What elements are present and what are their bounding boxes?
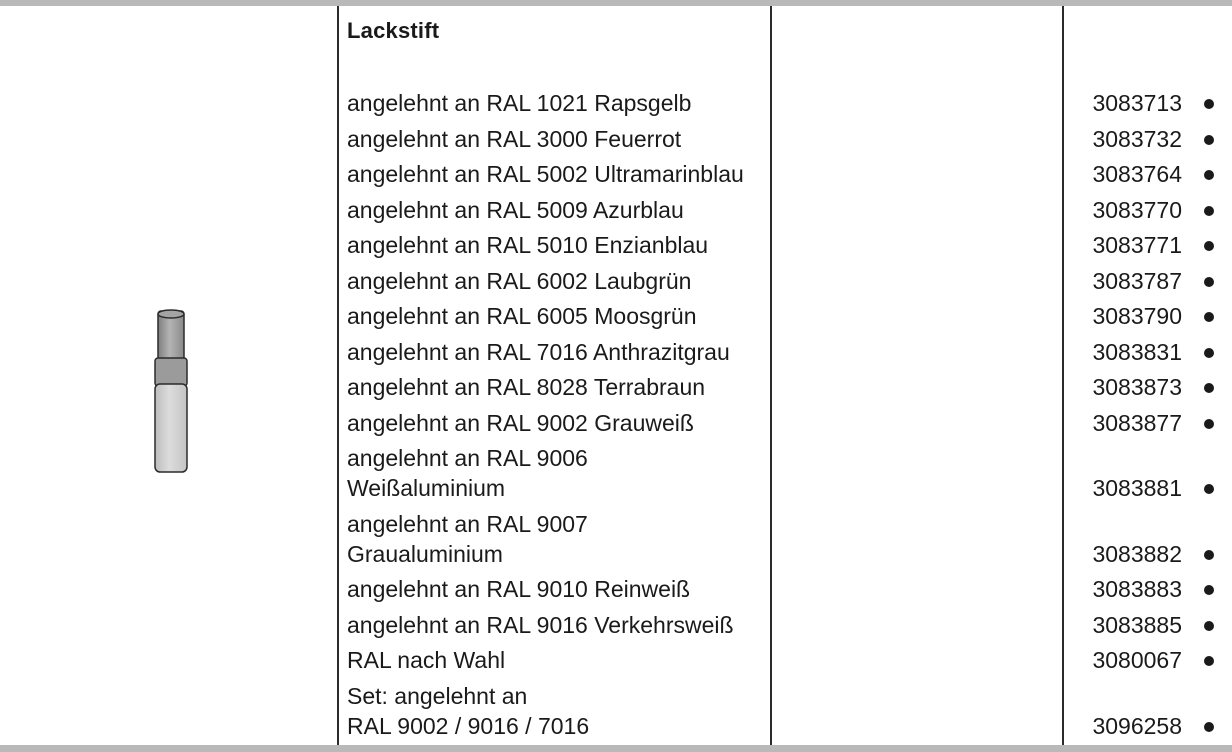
color-description	[347, 124, 769, 154]
table-row	[0, 159, 1232, 189]
table-row	[0, 408, 1232, 438]
description-line: angelehnt an RAL 9007	[347, 510, 588, 537]
article-number: 3083882	[1092, 540, 1182, 567]
description-line: Weißaluminium	[347, 475, 506, 501]
section-title: Lackstift	[347, 18, 440, 43]
article-number: 3096258	[1092, 712, 1182, 739]
table-row	[0, 574, 1232, 604]
description-line: Graualuminium	[347, 540, 503, 567]
article-number: 3083831	[1092, 338, 1182, 365]
availability-dot	[1204, 99, 1214, 109]
availability-dot	[1204, 312, 1214, 322]
description-line: angelehnt an RAL 5002 Ultramarinblau	[347, 161, 744, 187]
availability-dot	[1204, 241, 1214, 251]
availability-dot	[1204, 348, 1214, 358]
description-line: angelehnt an RAL 8028 Terrabraun	[347, 374, 706, 400]
color-description	[347, 88, 769, 118]
description-line: angelehnt an RAL 6002 Laubgrün	[347, 267, 692, 294]
availability-dot	[1204, 135, 1214, 145]
color-description	[347, 230, 769, 260]
description-line: angelehnt an RAL 3000 Feuerrot	[347, 125, 682, 152]
description-line: angelehnt an RAL 1021 Rapsgelb	[347, 90, 692, 116]
availability-dot	[1204, 170, 1214, 180]
description-line: angelehnt an RAL 9002 Grauweiß	[347, 409, 694, 436]
availability-dot	[1204, 621, 1214, 631]
description-line: angelehnt an RAL 6005 Moosgrün	[347, 303, 697, 329]
table-row	[0, 610, 1232, 640]
table-row	[0, 301, 1232, 331]
article-number: 3083881	[1092, 475, 1182, 501]
availability-dot	[1204, 656, 1214, 666]
color-description	[347, 645, 769, 675]
article-number: 3083885	[1092, 611, 1182, 638]
article-number: 3083771	[1092, 232, 1182, 258]
availability-dot	[1204, 722, 1214, 732]
table-row	[0, 230, 1232, 260]
color-description	[347, 372, 769, 402]
availability-dot	[1204, 550, 1214, 560]
article-number: 3083764	[1092, 161, 1182, 187]
article-number: 3083713	[1092, 90, 1182, 116]
table-row	[0, 443, 1232, 503]
table-row	[0, 509, 1232, 569]
table-row	[0, 266, 1232, 296]
description-line: Set: angelehnt an	[347, 682, 528, 709]
table-row	[0, 124, 1232, 154]
color-description	[347, 159, 769, 189]
description-line: angelehnt an RAL 5009 Azurblau	[347, 196, 684, 223]
table-row	[0, 195, 1232, 225]
description-line: angelehnt an RAL 9016 Verkehrsweiß	[347, 611, 734, 638]
availability-dot	[1204, 206, 1214, 216]
color-description	[347, 681, 769, 741]
table-row	[0, 337, 1232, 367]
bottom-rule	[0, 745, 1232, 752]
description-line: RAL 9002 / 9016 / 7016	[347, 712, 590, 739]
color-description	[347, 266, 769, 296]
description-line: angelehnt an RAL 9010 Reinweiß	[347, 576, 691, 602]
color-description	[347, 509, 769, 569]
availability-dot	[1204, 484, 1214, 494]
table-row	[0, 681, 1232, 741]
article-number: 3083732	[1092, 125, 1182, 152]
table-row	[0, 88, 1232, 118]
article-number: 3083877	[1092, 409, 1182, 436]
color-description	[347, 574, 769, 604]
article-number: 3083790	[1092, 303, 1182, 329]
color-description	[347, 610, 769, 640]
color-description	[347, 195, 769, 225]
description-line: angelehnt an RAL 9006	[347, 445, 588, 471]
article-number: 3083787	[1092, 267, 1182, 294]
color-description	[347, 337, 769, 367]
availability-dot	[1204, 383, 1214, 393]
article-number: 3083873	[1092, 374, 1182, 400]
color-description	[347, 301, 769, 331]
article-number: 3080067	[1092, 647, 1182, 673]
article-number: 3083883	[1092, 576, 1182, 602]
table-row	[0, 372, 1232, 402]
availability-dot	[1204, 277, 1214, 287]
color-description	[347, 443, 769, 503]
color-description	[347, 408, 769, 438]
description-line: angelehnt an RAL 5010 Enzianblau	[347, 232, 709, 258]
availability-dot	[1204, 419, 1214, 429]
availability-dot	[1204, 585, 1214, 595]
article-number: 3083770	[1092, 196, 1182, 223]
description-line: RAL nach Wahl	[347, 647, 506, 673]
description-line: angelehnt an RAL 7016 Anthrazitgrau	[347, 338, 730, 365]
table-row	[0, 645, 1232, 675]
